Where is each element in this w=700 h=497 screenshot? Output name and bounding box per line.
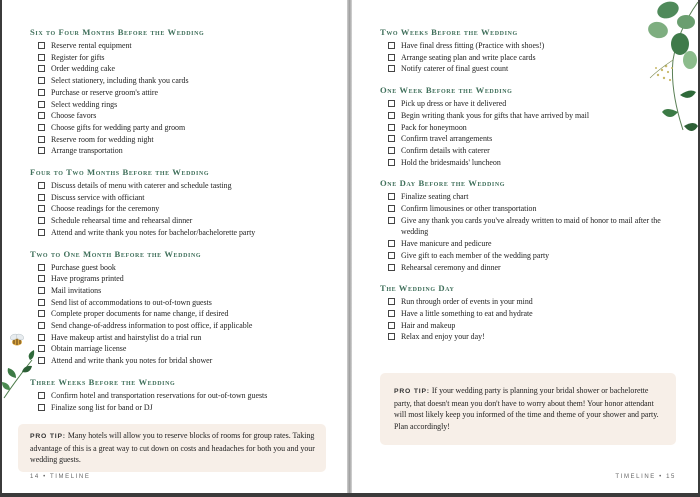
checkbox[interactable]: [38, 89, 45, 96]
checkbox[interactable]: [38, 136, 45, 143]
checklist-item-label: Order wedding cake: [51, 64, 115, 74]
page-footer: TIMELINE • 15: [615, 474, 676, 480]
checklist-item: [380, 145, 680, 157]
checklist-item: [30, 110, 330, 122]
checklist-item-label: Have a little something to eat and hydrate: [401, 308, 533, 318]
checklist-item-label: Confirm limousines or other transportation: [401, 204, 537, 214]
checklist-item: [380, 308, 680, 320]
checkbox[interactable]: [388, 100, 395, 107]
checklist-item: [30, 402, 330, 414]
pro-tip-box: [380, 373, 676, 445]
eucalyptus-leaves-illustration: [628, 0, 698, 140]
checklist-item-label: Reserve room for wedding night: [51, 134, 154, 144]
pro-tip-label: PRO TIP:: [394, 388, 430, 395]
section-title: The Wedding Day: [380, 283, 455, 294]
checklist-item-label: Register for gifts: [51, 52, 105, 62]
checklist-section: [30, 250, 330, 367]
checklist-item-label: Discuss service with officiant: [51, 192, 145, 202]
checklist-item-label: Have makeup artist and hairstylist do a trial run: [51, 332, 202, 342]
checklist-item-label: Confirm travel arrangements: [401, 134, 493, 144]
checklist-item: [30, 297, 330, 309]
section-title: Two to One Month Before the Wedding: [30, 248, 202, 259]
checklist-item-label: Relax and enjoy your day!: [401, 332, 485, 342]
checklist-item: [30, 227, 330, 239]
checklist-item-label: Purchase or reserve groom's attire: [51, 87, 159, 97]
checklist-item-label: Confirm hotel and transportation reservations for out-of-town guests: [51, 390, 268, 400]
checklist-item-label: Arrange seating plan and write place cards: [401, 52, 536, 62]
checkbox[interactable]: [388, 42, 395, 49]
checklist-item-label: Purchase guest book: [51, 262, 116, 272]
checklist-item: [30, 332, 330, 344]
checkbox[interactable]: [388, 159, 395, 166]
checklist-item-label: Have manicure and pedicure: [401, 239, 492, 249]
checklist-item: [380, 203, 680, 215]
checkbox[interactable]: [388, 112, 395, 119]
checkbox[interactable]: [388, 147, 395, 154]
checkbox[interactable]: [388, 264, 395, 271]
section-title: One Day Before the Wedding: [380, 178, 506, 189]
checklist-item-label: Finalize seating chart: [401, 192, 469, 202]
section-title: One Week Before the Wedding: [380, 85, 513, 96]
checkbox[interactable]: [388, 54, 395, 61]
checkbox[interactable]: [388, 298, 395, 305]
checklist: [30, 262, 330, 367]
checkbox[interactable]: [38, 112, 45, 119]
checklist-item: [30, 203, 330, 215]
checklist-item-label: Select stationery, including thank you cards: [51, 76, 189, 86]
checklist-item-label: Reserve rental equipment: [51, 41, 132, 50]
checkbox[interactable]: [38, 217, 45, 224]
checklist-item-label: Arrange transportation: [51, 146, 123, 156]
checklist-item-label: Have final dress fitting (Practice with shoes!): [401, 41, 545, 50]
checklist-item-label: Send list of accommodations to out-of-town guests: [51, 297, 212, 307]
checkbox[interactable]: [38, 322, 45, 329]
checklist-item: [30, 285, 330, 297]
checkbox[interactable]: [388, 135, 395, 142]
bee-and-leaves-illustration: [2, 330, 38, 400]
checklist-item-label: Hair and makeup: [401, 320, 456, 330]
checklist-section: [380, 284, 680, 343]
pro-tip-box: [18, 424, 326, 472]
checklist-item-label: Notify caterer of final guest count: [401, 64, 509, 74]
checklist-item: [380, 250, 680, 262]
checklist-item: [30, 308, 330, 320]
checklist-item-label: Discuss details of menu with caterer and schedule tasting: [51, 181, 232, 191]
checkbox[interactable]: [388, 65, 395, 72]
left-checklist-column: [30, 28, 330, 424]
checkbox[interactable]: [38, 182, 45, 189]
checklist-item-label: Pack for honeymoon: [401, 122, 467, 132]
section-title: Six to Four Months Before the Wedding: [30, 27, 205, 37]
checklist-item: [380, 331, 680, 343]
checklist-item-label: Schedule rehearsal time and rehearsal dinner: [51, 216, 193, 226]
checklist-section: [30, 28, 330, 157]
checkbox[interactable]: [38, 357, 45, 364]
pro-tip-text: Many hotels will allow you to reserve blocks of rooms for group rates. Taking advantage of this is a great way to cut down on costs and headaches for both you and your wedding guests.: [30, 431, 315, 465]
checkbox[interactable]: [38, 229, 45, 236]
checklist-item: [380, 320, 680, 332]
checkbox[interactable]: [38, 194, 45, 201]
checklist: [30, 40, 330, 157]
checklist-item-label: Choose gifts for wedding party and groom: [51, 122, 186, 132]
checkbox[interactable]: [388, 124, 395, 131]
checklist-item-label: Give gift to each member of the wedding party: [401, 250, 550, 260]
checklist-item: [30, 215, 330, 227]
checklist-item: [30, 87, 330, 99]
right-page: [352, 0, 698, 493]
checklist-item-label: Run through order of events in your mind: [401, 297, 533, 307]
checklist-section: [380, 179, 680, 273]
checklist-item: [30, 180, 330, 192]
section-title: Four to Two Months Before the Wedding: [30, 167, 210, 178]
checklist-item: [30, 343, 330, 355]
checkbox[interactable]: [38, 42, 45, 49]
checkbox[interactable]: [38, 299, 45, 306]
checklist-item: [30, 145, 330, 157]
checklist-item-label: Send change-of-address information to post office, if applicable: [51, 321, 253, 331]
checklist: [30, 390, 330, 413]
checklist-section: [30, 168, 330, 239]
checkbox[interactable]: [38, 54, 45, 61]
checkbox[interactable]: [38, 77, 45, 84]
checkbox[interactable]: [38, 205, 45, 212]
checklist-item: [30, 355, 330, 367]
checklist-item-label: Select wedding rings: [51, 99, 118, 109]
checklist-item: [30, 99, 330, 111]
checklist-item: [30, 262, 330, 274]
checklist-item-label: Attend and write thank you notes for bachelor/bachelorette party: [51, 227, 256, 237]
checklist-item-label: Complete proper documents for name change, if desired: [51, 309, 229, 319]
checklist-item: [30, 192, 330, 204]
checkbox[interactable]: [388, 240, 395, 247]
checklist-item-label: Give any thank you cards you've already written to maid of honor to mail after the wedding: [401, 215, 661, 237]
section-title: Three Weeks Before the Wedding: [30, 376, 176, 387]
checklist-item-label: Finalize song list for band or DJ: [51, 402, 153, 412]
checklist-item-label: Pick up dress or have it delivered: [401, 99, 507, 109]
checklist-item: [380, 296, 680, 308]
checklist-item-label: Choose favors: [51, 111, 97, 121]
checkbox[interactable]: [38, 287, 45, 294]
checklist-item-label: Mail invitations: [51, 285, 102, 295]
checklist-item: [30, 390, 330, 402]
checkbox[interactable]: [38, 310, 45, 317]
checkbox[interactable]: [38, 147, 45, 154]
checklist-item: [380, 238, 680, 250]
checklist-section: [30, 378, 330, 413]
checklist-item: [30, 63, 330, 75]
pro-tip-label: PRO TIP:: [30, 433, 66, 440]
checklist-item: [30, 134, 330, 146]
checkbox[interactable]: [38, 264, 45, 271]
checklist-item-label: Confirm details with caterer: [401, 145, 490, 155]
checkbox[interactable]: [38, 404, 45, 411]
checklist-item: [30, 273, 330, 285]
checkbox[interactable]: [388, 193, 395, 200]
checklist-item-label: Obtain marriage license: [51, 344, 127, 354]
checklist-item-label: Begin writing thank yous for gifts that have arrived by mail: [401, 110, 590, 120]
checklist-item-label: Rehearsal ceremony and dinner: [401, 262, 501, 272]
pro-tip-text: If your wedding party is planning your bridal shower or bachelorette party, that doesn't mean you don't have to worry about them! Your honor attendant will most likely keep you informed of the time and theme of your shower and party. Plan accordingly!: [394, 386, 659, 432]
checklist: [380, 296, 680, 343]
checkbox[interactable]: [388, 217, 395, 224]
checkbox[interactable]: [38, 392, 45, 399]
checkbox[interactable]: [38, 124, 45, 131]
checklist-item: [380, 191, 680, 203]
leaf-sprig-icon: [2, 350, 34, 398]
checkbox[interactable]: [38, 65, 45, 72]
checklist-item-label: Hold the bridesmaids' luncheon: [401, 157, 501, 167]
checkbox[interactable]: [388, 310, 395, 317]
checklist: [30, 180, 330, 239]
checklist-item: [380, 262, 680, 274]
section-title: Two Weeks Before the Wedding: [380, 27, 518, 37]
checkbox[interactable]: [388, 322, 395, 329]
checklist-item: [30, 52, 330, 64]
left-page: [2, 0, 347, 493]
checkbox[interactable]: [388, 333, 395, 340]
checklist-item-label: Choose readings for the ceremony: [51, 204, 160, 214]
checklist-item: [380, 157, 680, 169]
checkbox[interactable]: [38, 334, 45, 341]
checklist-item: [380, 215, 680, 238]
checkbox[interactable]: [38, 275, 45, 282]
page-footer: 14 • TIMELINE: [30, 474, 91, 480]
checklist-item-label: Have programs printed: [51, 274, 124, 284]
bee-icon: [9, 333, 24, 346]
checklist: [380, 191, 680, 273]
checklist-item: [30, 122, 330, 134]
checklist-item: [30, 75, 330, 87]
checkbox[interactable]: [388, 252, 395, 259]
checklist-item: [30, 320, 330, 332]
checkbox[interactable]: [388, 205, 395, 212]
checkbox[interactable]: [38, 345, 45, 352]
checkbox[interactable]: [38, 101, 45, 108]
checklist-item-label: Attend and write thank you notes for bridal shower: [51, 356, 213, 366]
checklist-item: [30, 40, 330, 52]
